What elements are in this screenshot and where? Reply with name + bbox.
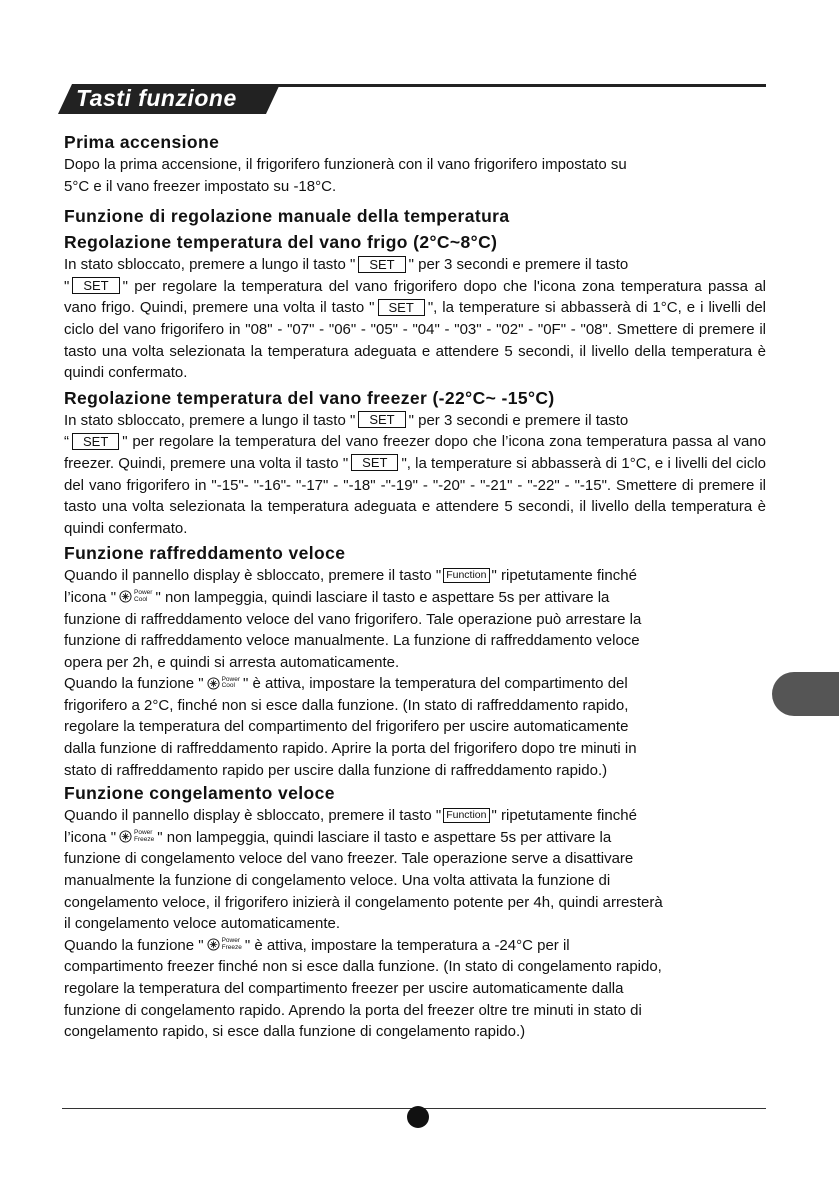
- paragraph-freezer: “ SET " per regolare la temperatura del vano freezer dopo che l’icona zona temperatura passa al vano freezer. Quindi, premere una volta il tasto " SET ", la temperature si abbasserà di 1°C, e i livelli del ciclo del vano frigorifero in "-15"- "-16"- "-17" - "-18" -"-19" - "-20" - "-21" - "-22" - "-15". Smettere di premere il tasto una volta selezionata la temperatura adeguata e attendere 5 secondi, il livello della temperatura è quindi confermato.: [64, 433, 766, 537]
- heading-raffreddamento-veloce: Funzione raffreddamento veloce: [64, 543, 346, 564]
- paragraph-line: In stato sbloccato, premere a lungo il tasto " SET " per 3 secondi e premere il tasto: [64, 256, 629, 274]
- paragraph-line: manualmente la funzione di congelamento veloce. Una volta attivata la funzione di: [64, 872, 611, 890]
- paragraph-frigo: " SET " per regolare la temperatura del vano frigorifero dopo che l'icona zona temperatura passa al vano frigo. Quindi, premere una volta il tasto " SET ", la temperature si abbasserà di 1°C, e i livelli del ciclo del vano frigorifero in "08" - "07" - "06" - "05" - "04" - "03" - "02" - "0F" - "08". Smettere di premere il tasto una volta selezionata la temperatura adeguata e attendere 5 secondi, il livello della temperatura è quindi confermato.: [64, 277, 766, 382]
- function-key-icon: Function: [443, 568, 489, 583]
- paragraph-line: funzione di raffreddamento veloce manualmente. La funzione di raffreddamento veloce: [64, 632, 640, 650]
- set-key-icon: SET: [378, 299, 425, 316]
- paragraph-line: congelamento rapido, si esce dalla funzione di congelamento rapido.): [64, 1023, 526, 1041]
- paragraph-line: dalla funzione di raffreddamento rapido. Aprire la porta del frigorifero dopo tre minuti in: [64, 740, 637, 758]
- paragraph-line: In stato sbloccato, premere a lungo il tasto " SET " per 3 secondi e premere il tasto: [64, 411, 629, 429]
- function-key-icon: Function: [443, 808, 489, 823]
- heading-vano-frigo: Regolazione temperatura del vano frigo (2°C~8°C): [64, 232, 498, 253]
- paragraph-line: frigorifero a 2°C, finché non si esce dalla funzione. (In stato di raffreddamento rapido,: [64, 696, 629, 714]
- paragraph-line: congelamento veloce, il frigorifero inizierà il congelamento potente per 4h, quindi arresterà: [64, 893, 663, 911]
- side-thumb-tab: [772, 672, 839, 716]
- paragraph-line: funzione di congelamento rapido. Aprendo la porta del freezer oltre tre minuti in stato di: [64, 1001, 642, 1019]
- paragraph-line: funzione di congelamento veloce del vano freezer. Tale operazione serve a disattivare: [64, 850, 634, 868]
- title-rule: [268, 84, 766, 87]
- set-key-icon: SET: [358, 411, 405, 428]
- main-content: [64, 130, 766, 1043]
- paragraph-line: il congelamento veloce automaticamente.: [64, 915, 340, 933]
- set-key-icon: SET: [72, 433, 119, 450]
- paragraph-line: regolare la temperatura del compartimento del frigorifero per uscire automaticamente: [64, 718, 629, 736]
- paragraph-line: 5°C e il vano freezer impostato su -18°C.: [64, 177, 337, 195]
- paragraph-line: Dopo la prima accensione, il frigorifero funzionerà con il vano frigorifero impostato su: [64, 156, 627, 173]
- heading-congelamento-veloce: Funzione congelamento veloce: [64, 783, 335, 804]
- paragraph-line: l’icona " Power Freeze " non lampeggia, quindi lasciare il tasto e aspettare 5s per attivare la: [64, 828, 612, 846]
- set-key-icon: SET: [72, 277, 119, 294]
- section-title: Tasti funzione: [76, 85, 237, 111]
- section-title-bar: [58, 84, 766, 114]
- paragraph-line: l’icona " Power Cool " non lampeggia, quindi lasciare il tasto e aspettare 5s per attivare la: [64, 588, 610, 606]
- paragraph-line: compartimento freezer finché non si esce dalla funzione. (In stato di congelamento rapido,: [64, 958, 662, 976]
- set-key-icon: SET: [351, 454, 398, 471]
- heading-prima-accensione: Prima accensione: [64, 132, 220, 152]
- paragraph-line: Quando il pannello display è sbloccato, premere il tasto " Function " ripetutamente finché: [64, 807, 637, 825]
- power-freeze-icon: Power Freeze: [207, 938, 242, 951]
- set-key-icon: SET: [358, 256, 405, 273]
- paragraph-line: opera per 2h, e quindi si arresta automaticamente.: [64, 653, 400, 671]
- power-cool-icon: Power Cool: [119, 590, 152, 603]
- power-freeze-icon: Power Freeze: [119, 830, 154, 843]
- paragraph-line: regolare la temperatura del compartimento freezer per uscire automaticamente dalla: [64, 980, 624, 997]
- page-marker-dot: [407, 1106, 429, 1128]
- paragraph-line: funzione di raffreddamento veloce del vano frigorifero. Tale operazione può arrestare la: [64, 610, 642, 628]
- heading-vano-freezer: Regolazione temperatura del vano freezer (-22°C~ -15°C): [64, 387, 555, 408]
- power-cool-icon: Power Cool: [207, 677, 240, 690]
- paragraph-line: Quando il pannello display è sbloccato, premere il tasto " Function " ripetutamente finché: [64, 567, 637, 585]
- paragraph-line: stato di raffreddamento rapido per uscire dalla funzione di raffreddamento rapido.): [64, 761, 608, 779]
- paragraph-line: Quando la funzione " Power Cool " è attiva, impostare la temperatura del compartimento del: [64, 675, 628, 693]
- paragraph-line: Quando la funzione " Power Freeze " è attiva, impostare la temperatura a -24°C per il: [64, 936, 570, 954]
- heading-regolazione-manuale: Funzione di regolazione manuale della temperatura: [64, 206, 510, 227]
